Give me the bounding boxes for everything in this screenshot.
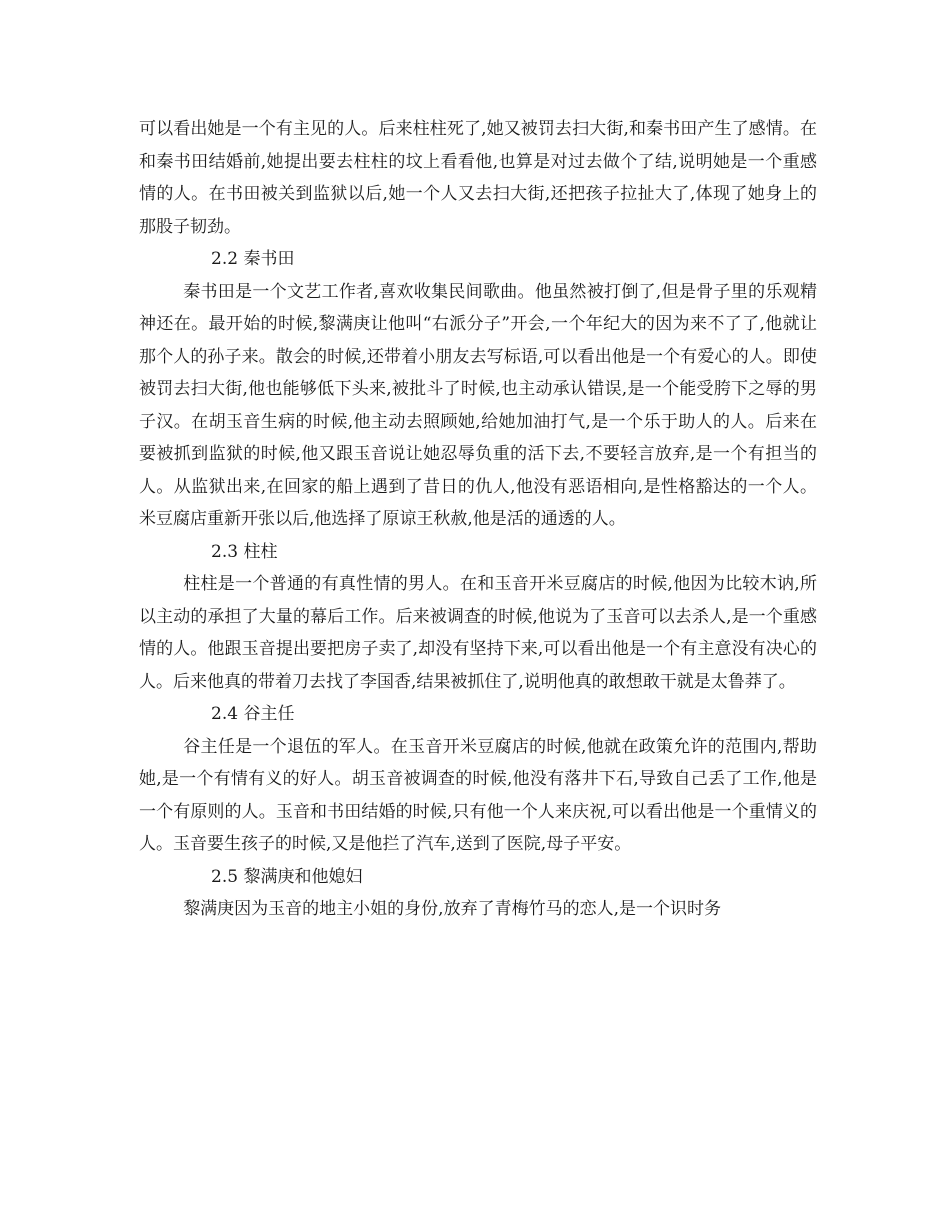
paragraph-yuyin-continued: 可以看出她是一个有主见的人。后来柱柱死了,她又被罚去扫大街,和秦书田产生了感情。在和秦书田结婚前,她提出要去柱柱的坟上看看他,也算是对过去做个了结,说明她是一个重感情的人。在书田被关到监狱以后,她一个人又去扫大街,还把孩子拉扯大了,体现了她身上的那股子韧劲。 bbox=[139, 119, 817, 237]
paragraph-zhuzhu: 柱柱是一个普通的有真性情的男人。在和玉音开米豆腐店的时候,他因为比较木讷,所以主动的承担了大量的幕后工作。后来被调查的时候,他说为了玉音可以去杀人,是一个重感情的人。他跟玉音提出要把房子卖了,却没有坚持下来,可以看出他是一个有主意没有决心的人。后来他真的带着刀去找了李国香,结果被抓住了,说明他真的敢想敢干就是太鲁莽了。 bbox=[139, 574, 817, 692]
paragraph-li-mangeng: 黎满庚因为玉音的地主小姐的身份,放弃了青梅竹马的恋人,是一个识时务 bbox=[183, 899, 721, 919]
paragraph-qin-shutian: 秦书田是一个文艺工作者,喜欢收集民间歌曲。他虽然被打倒了,但是骨子里的乐观精神还在。最开始的时候,黎满庚让他叫“右派分子”开会,一个年纪大的因为来不了了,他就让那个人的孙子来。散会的时候,还带着小朋友去写标语,可以看出他是一个有爱心的人。即使被罚去扫大街,他也能够低下头来,被批斗了时候,也主动承认错误,是一个能受胯下之辱的男子汉。在胡玉音生病的时候,他主动去照顾她,给她加油打气,是一个乐于助人的人。后来在要被抓到监狱的时候,他又跟玉音说让她忍辱负重的活下去,不要轻言放弃,是一个有担当的人。从监狱出来,在回家的船上遇到了昔日的仇人,他没有恶语相向,是性格豁达的一个人。米豆腐店重新开张以后,他选择了原谅王秋赦,他是活的通透的人。 bbox=[139, 281, 817, 529]
section-heading-2-3: 2.3 柱柱 bbox=[211, 541, 278, 562]
paragraph-director-gu: 谷主任是一个退伍的军人。在玉音开米豆腐店的时候,他就在政策允许的范围内,帮助她,是一个有情有义的好人。胡玉音被调查的时候,他没有落井下石,导致自己丢了工作,他是一个有原则的人。玉音和书田结婚的时候,只有他一个人来庆祝,可以看出他是一个重情义的人。玉音要生孩子的时候,又是他拦了汽车,送到了医院,母子平安。 bbox=[139, 736, 817, 854]
document-body bbox=[139, 113, 817, 926]
section-heading-2-5: 2.5 黎满庚和他媳妇 bbox=[211, 866, 363, 887]
section-heading-2-2: 2.2 秦书田 bbox=[211, 249, 295, 269]
section-heading-2-4: 2.4 谷主任 bbox=[211, 704, 295, 724]
